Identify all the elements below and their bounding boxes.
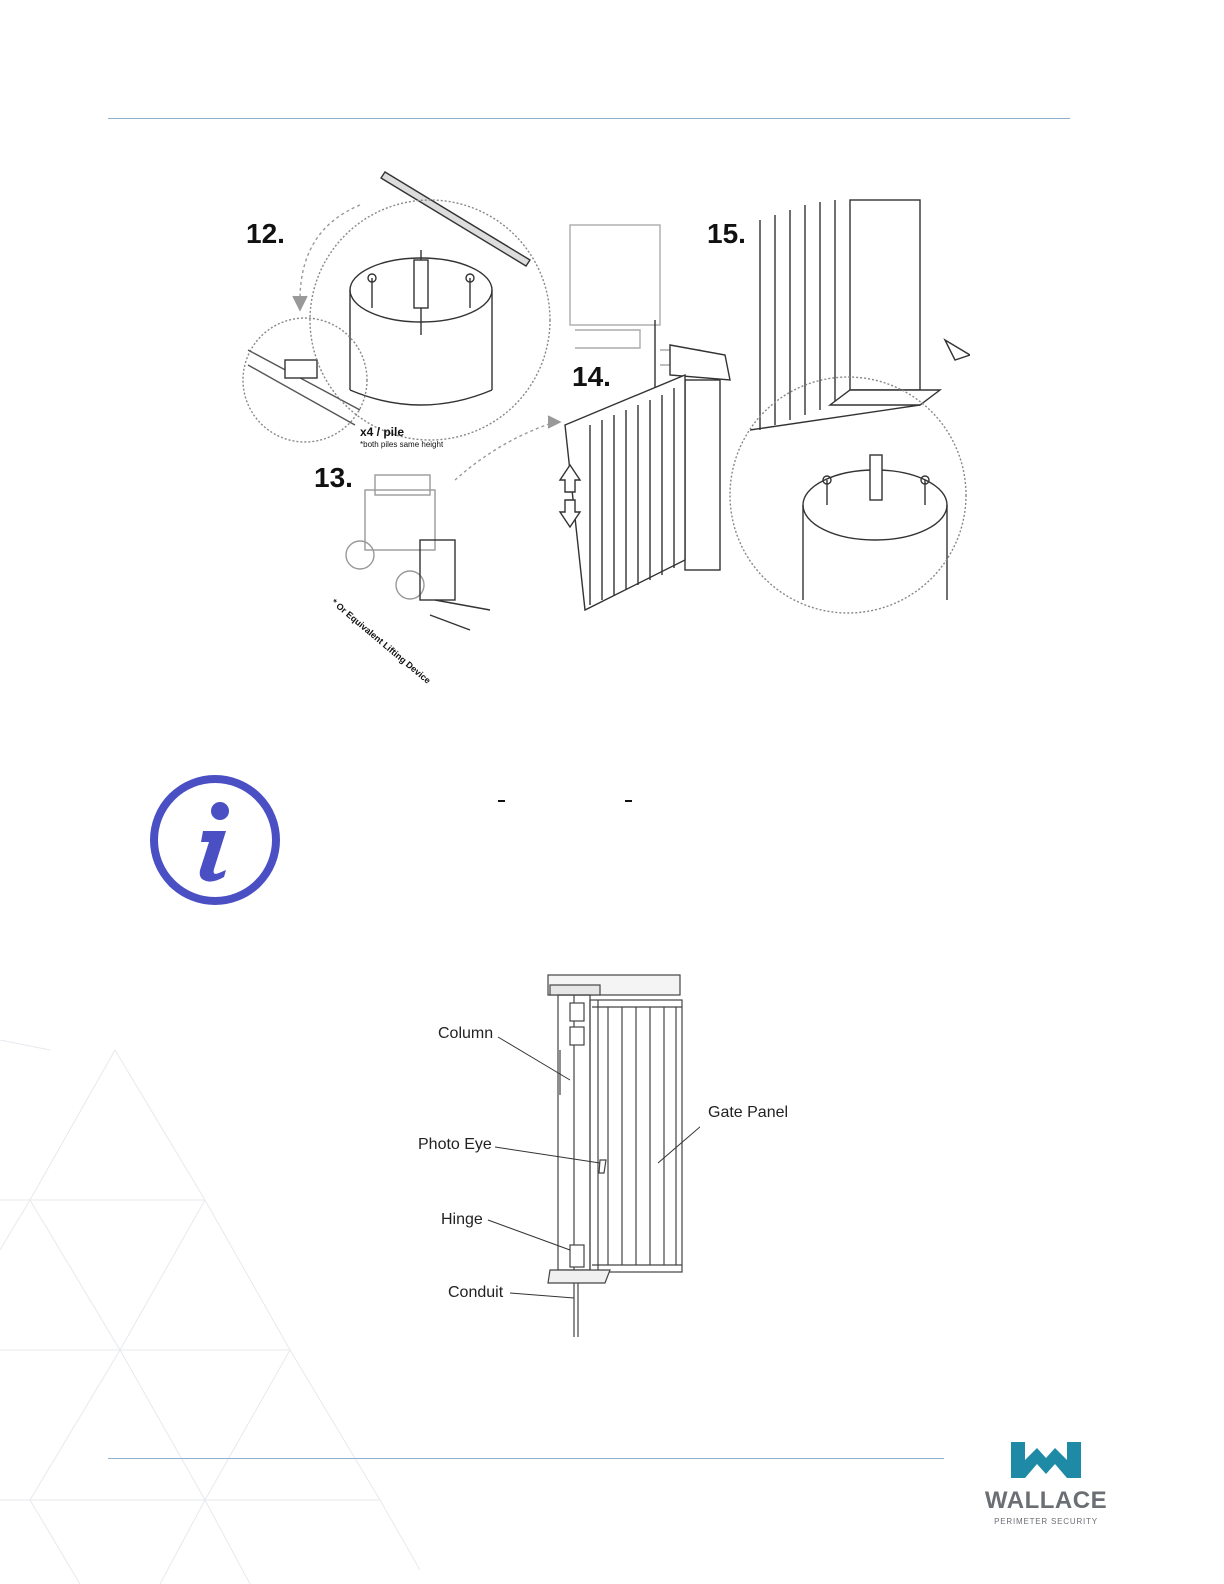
forklift (346, 475, 490, 630)
pile-note: x4 / pile (360, 425, 405, 439)
callout-hinge: Hinge (441, 1211, 483, 1228)
footer-rule (108, 1458, 944, 1459)
logo-wordmark: WALLACE (984, 1487, 1108, 1514)
callout-photo-eye: Photo Eye (418, 1136, 492, 1153)
pile-foundation-right (803, 455, 947, 600)
mounting-bar (381, 172, 530, 266)
callout-column: Column (438, 1025, 494, 1042)
forklift-note: * Or Equivalent Lifting Device (329, 597, 433, 686)
dash-mark (498, 800, 505, 802)
step-13-label: 13. (314, 462, 353, 493)
assembly-illustration (230, 160, 970, 640)
background-triangle-pattern (0, 1040, 420, 1584)
column-step15 (750, 200, 940, 430)
header-rule (108, 118, 1070, 119)
wallace-logo (984, 1440, 1108, 1526)
wallace-logo-mark-icon (1009, 1440, 1083, 1480)
down-left-arrow-icon (945, 340, 970, 360)
callout-gate-panel: Gate Panel (708, 1104, 789, 1121)
pile-foundation-left (350, 250, 492, 405)
logo-tagline: PERIMETER SECURITY (994, 1517, 1098, 1526)
step-12-label: 12. (246, 218, 285, 249)
dash-mark (625, 800, 632, 802)
step-15-label: 15. (707, 218, 746, 249)
callout-conduit: Conduit (448, 1284, 504, 1301)
step-14-label: 14. (572, 361, 611, 392)
gate-assembly-step14 (565, 225, 730, 610)
pile-subnote: *both piles same height (360, 440, 444, 449)
info-icon (148, 773, 282, 907)
